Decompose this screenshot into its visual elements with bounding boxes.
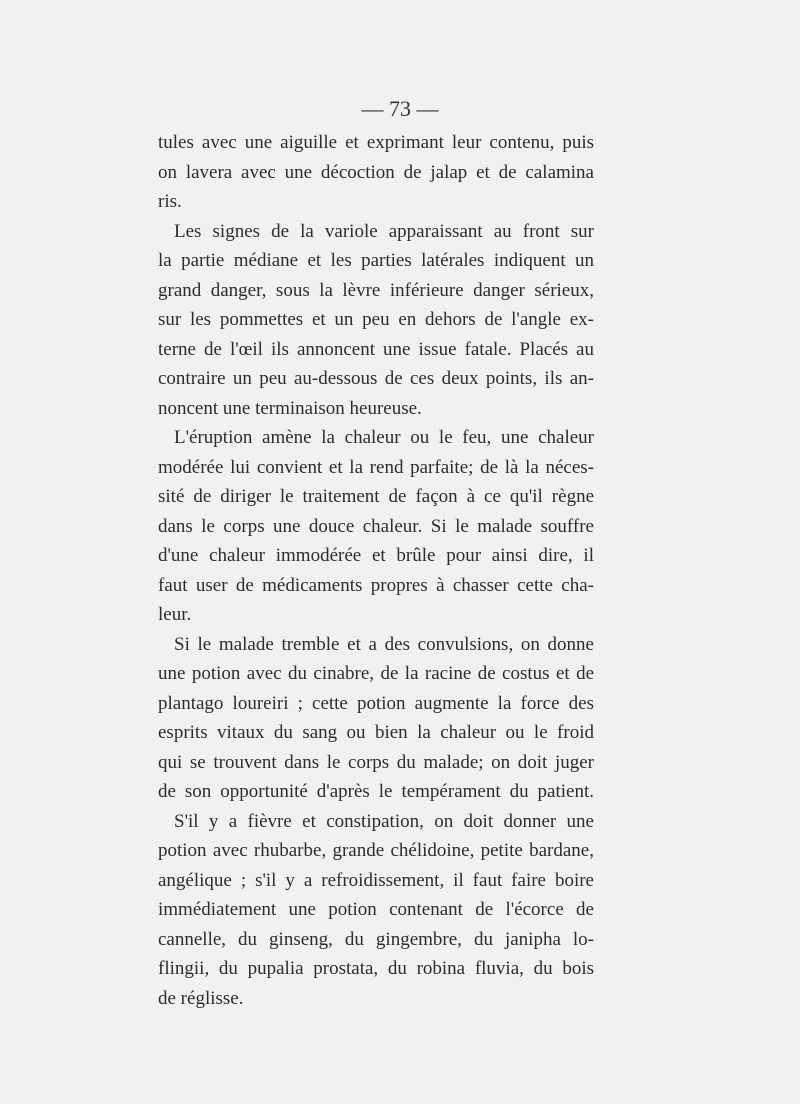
text-line: leur. (158, 604, 192, 625)
text-line: tules avec une aiguille et exprimant leur contenu, puis (158, 132, 594, 153)
text-line: qui se trouvent dans le corps du malade; on doit juger (158, 751, 594, 773)
page-number: — 73 — (361, 96, 439, 121)
text-line: faut user de médicaments propres à chasser cette cha- (158, 574, 594, 596)
text-line: angélique ; s'il y a refroidissement, il faut faire boire (158, 869, 594, 891)
paragraph-1 (158, 128, 594, 217)
text-line: Les signes de la variole apparaissant au front sur (174, 220, 594, 242)
text-line: plantago loureiri ; cette potion augmente la force des (158, 692, 594, 714)
text-line: ris. (158, 191, 182, 212)
text-line: une potion avec du cinabre, de la racine de costus et de (158, 663, 594, 684)
paragraph-5 (158, 807, 594, 1014)
text-line: contraire un peu au-dessous de ces deux points, ils an- (158, 368, 594, 389)
text-line: dans le corps une douce chaleur. Si le malade souffre (158, 515, 594, 537)
paragraph-4 (158, 630, 594, 807)
text-line: d'une chaleur immodérée et brûle pour ainsi dire, il (158, 545, 594, 566)
body-text (158, 128, 594, 1013)
text-line: noncent une terminaison heureuse. (158, 397, 422, 419)
text-line: S'il y a fièvre et constipation, on doit donner une (174, 810, 594, 832)
paragraph-3 (158, 423, 594, 630)
text-line: on lavera avec une décoction de jalap et de calamina (158, 161, 594, 183)
text-line: grand danger, sous la lèvre inférieure danger sérieux, (158, 279, 594, 301)
text-line: Si le malade tremble et a des convulsions, on donne (174, 633, 594, 655)
text-line: de son opportunité d'après le tempérament du patient. (158, 781, 594, 802)
text-line: immédiatement une potion contenant de l'écorce de (158, 899, 594, 920)
text-line: la partie médiane et les parties latérales indiquent un (158, 250, 594, 271)
text-line: cannelle, du ginseng, du gingembre, du janipha lo- (158, 928, 594, 950)
text-line: flingii, du pupalia prostata, du robina fluvia, du bois (158, 958, 594, 979)
text-line: modérée lui convient et la rend parfaite; de là la néces- (158, 456, 594, 478)
text-line: terne de l'œil ils annoncent une issue fatale. Placés au (158, 338, 594, 360)
text-line: sur les pommettes et un peu en dehors de l'angle ex- (158, 309, 594, 330)
text-line: de réglisse. (158, 987, 244, 1009)
text-line: potion avec rhubarbe, grande chélidoine, petite bardane, (158, 840, 594, 861)
text-line: L'éruption amène la chaleur ou le feu, une chaleur (174, 427, 594, 448)
paragraph-2 (158, 217, 594, 424)
text-line: sité de diriger le traitement de façon à ce qu'il règne (158, 486, 594, 507)
text-line: esprits vitaux du sang ou bien la chaleur ou le froid (158, 722, 594, 743)
